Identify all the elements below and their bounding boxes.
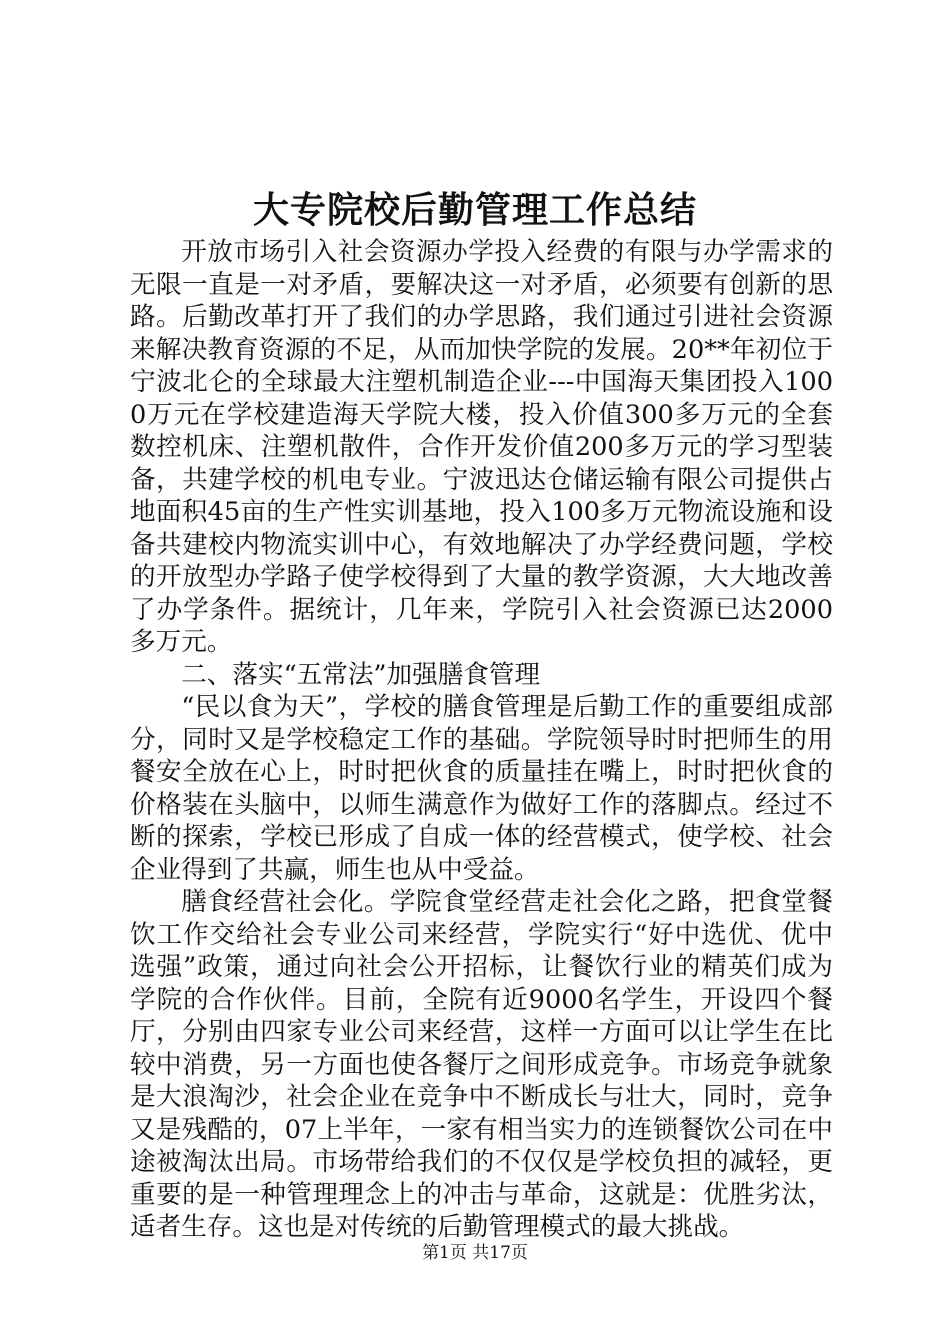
document-title: 大专院校后勤管理工作总结 xyxy=(252,189,697,231)
page-indicator: 第1页 共17页 xyxy=(422,1243,528,1263)
section-heading-catering: 二、落实“五常法”加强膳食管理 xyxy=(181,659,541,690)
document-body xyxy=(130,236,833,1244)
paragraph-open-market: 开放市场引入社会资源办学投入经费的有限与办学需求的无限一直是一对矛盾，要解决这一对矛盾，必须要有创新的思路。后勤改革打开了我们的办学思路，我们通过引进社会资源来解决教育资源的不足，从而加快学院的发展。20**年初位于宁波北仑的全球最大注塑机制造企业---中国海天集团投入1000万元在学校建造海天学院大楼，投入价值300多万元的全套数控机床、注塑机散件，合作开发价值200多万元的学习型装备，共建学校的机电专业。宁波迅达仓储运输有限公司提供占地面积45亩的生产性实训基地，投入100多万元物流设施和设备共建校内物流实训中心，有效地解决了办学经费问题，学校的开放型办学路子使学校得到了大量的教学资源，大大地改善了办学条件。据统计，几年来，学院引入社会资源已达2000多万元。 xyxy=(130,237,833,657)
paragraph-food-management: “民以食为天”，学校的膳食管理是后勤工作的重要组成部分，同时又是学校稳定工作的基础。学院领导时时把师生的用餐安全放在心上，时时把伙食的质量挂在嘴上，时时把伙食的价格装在头脑中，以师生满意作为做好工作的落脚点。经过不断的探索，学校已形成了自成一体的经营模式，使学校、社会企业得到了共赢，师生也从中受益。 xyxy=(130,692,833,885)
paragraph-catering-socialization: 膳食经营社会化。学院食堂经营走社会化之路，把食堂餐饮工作交给社会专业公司来经营，学院实行“好中选优、优中选强”政策，通过向社会公开招标，让餐饮行业的精英们成为学院的合作伙伴。目前，全院有近9000名学生，开设四个餐厅，分别由四家专业公司来经营，这样一方面可以让学生在比较中消费，另一方面也使各餐厅之间形成竞争。市场竞争就象是大浪淘沙，社会企业在竞争中不断成长与壮大，同时，竞争又是残酷的，07上半年，一家有相当实力的连锁餐饮公司在中途被淘汰出局。市场带给我们的不仅仅是学校负担的减轻，更重要的是一种管理理念上的冲击与革命，这就是：优胜劣汰，适者生存。这也是对传统的后勤管理模式的最大挑战。 xyxy=(130,887,833,1242)
